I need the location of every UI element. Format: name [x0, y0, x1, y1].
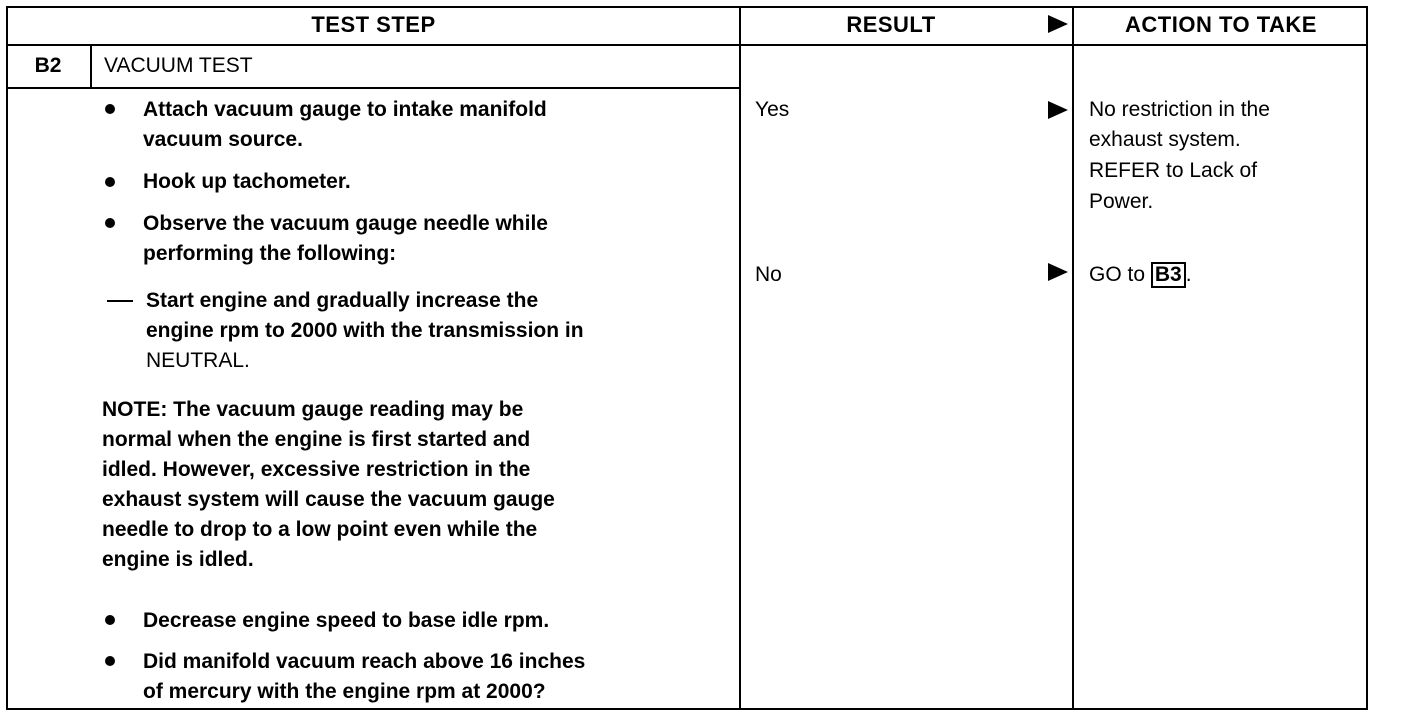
column-divider-result-action	[1072, 6, 1074, 710]
action-yes-line-2: exhaust system.	[1089, 128, 1241, 151]
note-line-4: exhaust system will cause the vacuum gauge	[102, 488, 555, 511]
action-no-prefix: GO to	[1089, 263, 1151, 286]
header-result: RESULT	[846, 12, 936, 37]
bullet-icon	[105, 218, 115, 228]
header-test-step: TEST STEP	[311, 12, 436, 37]
bullet-2-line-1: Hook up tachometer.	[143, 170, 351, 193]
bullet-icon	[105, 177, 115, 187]
header-arrow-icon	[1048, 15, 1068, 33]
step-id-divider	[90, 44, 92, 88]
note-line-1: NOTE: The vacuum gauge reading may be	[102, 398, 524, 421]
result-no-arrow-icon	[1048, 263, 1068, 281]
result-yes: Yes	[755, 98, 790, 121]
dash-line-1: Start engine and gradually increase the	[146, 289, 539, 312]
action-no-suffix: .	[1185, 263, 1192, 286]
goto-step-b3-link[interactable]: B3	[1151, 262, 1186, 288]
bullet-icon	[105, 104, 115, 114]
step-title-divider	[6, 87, 741, 89]
bullet-4-line-1: Decrease engine speed to base idle rpm.	[143, 609, 550, 632]
bullet-3-line-1: Observe the vacuum gauge needle while	[143, 212, 548, 235]
dash-line-2: engine rpm to 2000 with the transmission in	[146, 319, 584, 342]
result-no: No	[755, 263, 782, 286]
step-title: VACUUM TEST	[104, 54, 253, 77]
action-no	[1089, 260, 1192, 290]
bullet-5-line-1: Did manifold vacuum reach above 16 inches	[143, 650, 586, 673]
bullet-icon	[105, 656, 115, 666]
step-id: B2	[34, 54, 62, 77]
note-line-6: engine is idled.	[102, 548, 254, 571]
header-action-to-take: ACTION TO TAKE	[1125, 12, 1317, 37]
column-divider-teststep-result	[739, 6, 741, 710]
bullet-1-line-1: Attach vacuum gauge to intake manifold	[143, 98, 547, 121]
bullet-1-line-2: vacuum source.	[143, 128, 303, 151]
bullet-3-line-2: performing the following:	[143, 242, 397, 265]
bullet-icon	[105, 615, 115, 625]
dash-icon	[107, 300, 133, 302]
action-yes-line-1: No restriction in the	[1089, 98, 1270, 121]
bullet-5-line-2: of mercury with the engine rpm at 2000?	[143, 680, 546, 703]
dash-line-3: NEUTRAL.	[146, 349, 250, 372]
note-line-5: needle to drop to a low point even while the	[102, 518, 538, 541]
note-line-2: normal when the engine is first started and	[102, 428, 531, 451]
action-yes-line-4: Power.	[1089, 190, 1154, 213]
note-line-3: idled. However, excessive restriction in the	[102, 458, 531, 481]
result-yes-arrow-icon	[1048, 101, 1068, 119]
action-yes-line-3: REFER to Lack of	[1089, 159, 1258, 182]
